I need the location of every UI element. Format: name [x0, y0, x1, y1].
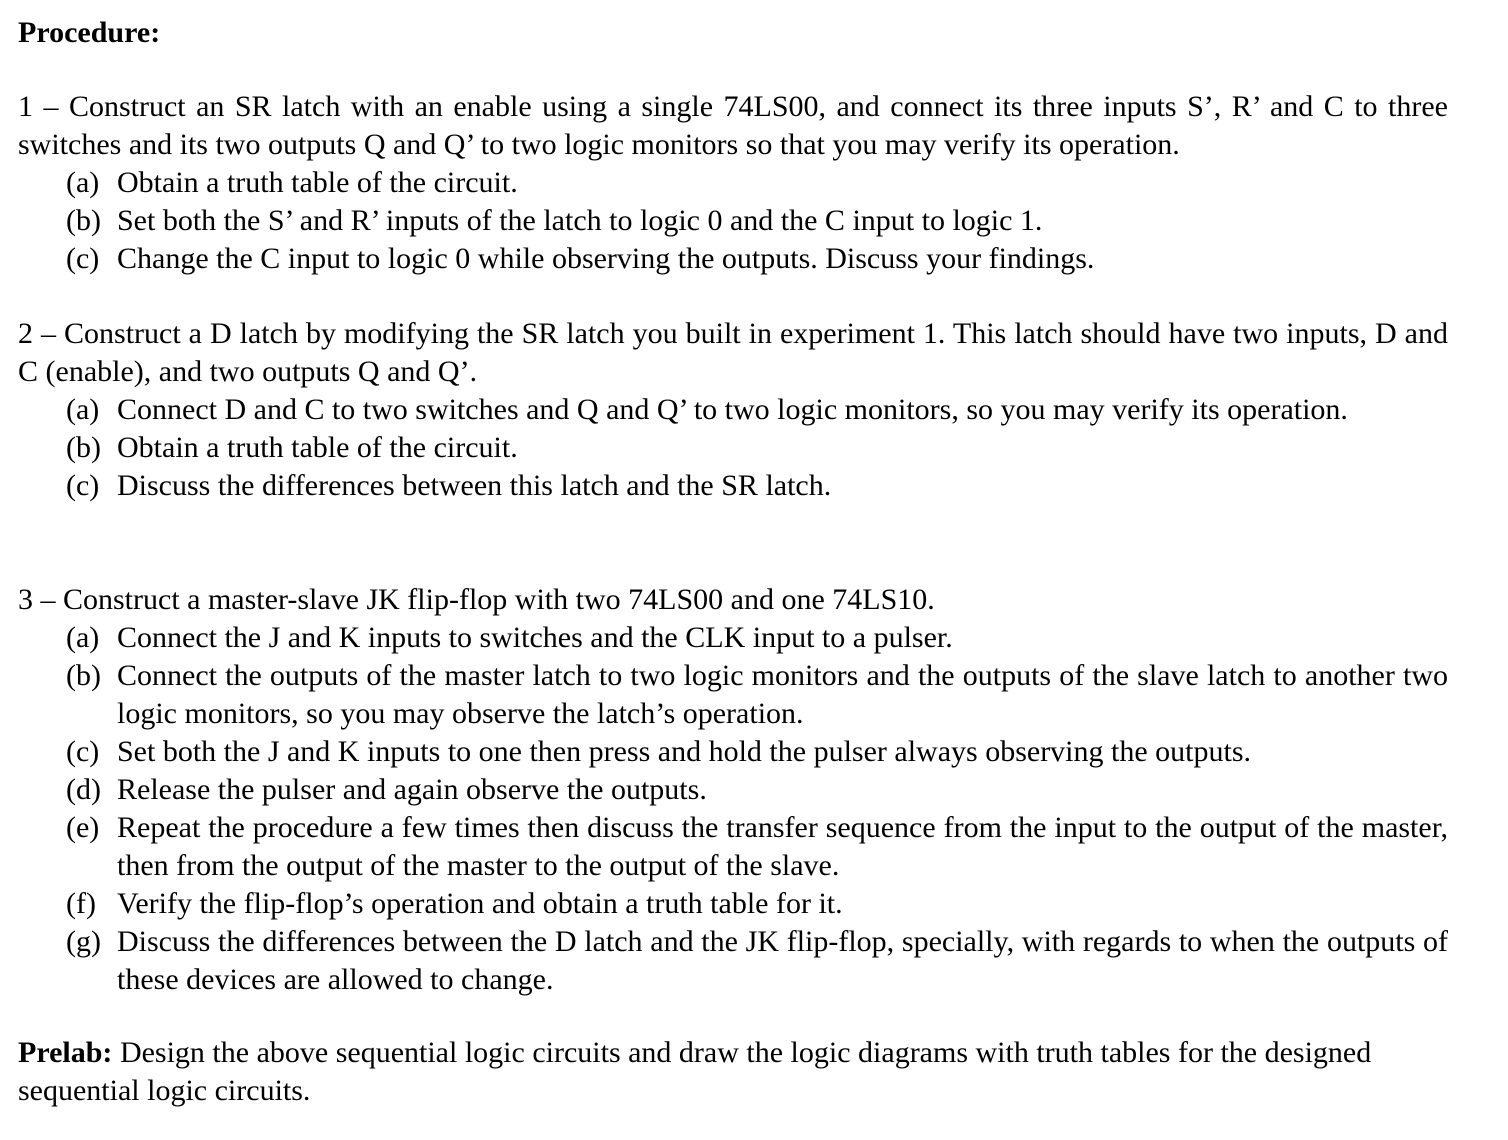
item-marker: (a)	[66, 621, 100, 654]
item-text: Discuss the differences between the D latch and the JK flip-flop, specially, with regards to when the outputs of these devices are allowed to change.	[117, 925, 1448, 996]
item-marker: (f)	[66, 887, 96, 920]
item-text: Obtain a truth table of the circuit.	[117, 431, 518, 464]
step-1-item-b	[66, 202, 1448, 240]
item-text: Connect D and C to two switches and Q and Q’ to two logic monitors, so you may verify its operation.	[117, 393, 1348, 426]
step-3-item-g	[66, 923, 1448, 999]
item-text: Obtain a truth table of the circuit.	[117, 166, 518, 199]
item-marker: (c)	[66, 735, 100, 768]
item-marker: (b)	[66, 431, 101, 464]
step-1-text: 1 – Construct an SR latch with an enable using a single 74LS00, and connect its three inputs S’, R’ and C to three switches and its two outputs Q and Q’ to two logic monitors so that you may verify its operation.	[18, 90, 1448, 161]
step-3-item-c	[66, 733, 1448, 771]
step-2-sublist	[66, 391, 1448, 505]
item-text: Connect the J and K inputs to switches and the CLK input to a pulser.	[117, 621, 953, 654]
item-marker: (g)	[66, 925, 101, 958]
prelab-text: Design the above sequential logic circuits and draw the logic diagrams with truth tables for the designed sequential logic circuits.	[18, 1036, 1372, 1107]
step-3-item-f	[66, 885, 1448, 923]
step-3-item-d	[66, 771, 1448, 809]
item-marker: (e)	[66, 811, 100, 844]
step-2-item-b	[66, 429, 1448, 467]
step-1-item-c	[66, 240, 1448, 278]
prelab-paragraph	[18, 1034, 1448, 1110]
item-marker: (c)	[66, 469, 100, 502]
step-3-item-a	[66, 619, 1448, 657]
item-text: Change the C input to logic 0 while observing the outputs. Discuss your findings.	[117, 242, 1095, 275]
item-text: Discuss the differences between this latch and the SR latch.	[117, 469, 832, 502]
step-1-item-a	[66, 164, 1448, 202]
step-2-text: 2 – Construct a D latch by modifying the SR latch you built in experiment 1. This latch should have two inputs, D and C (enable), and two outputs Q and Q’.	[18, 317, 1448, 388]
item-text: Connect the outputs of the master latch to two logic monitors and the outputs of the slave latch to another two logic monitors, so you may observe the latch’s operation.	[117, 659, 1448, 730]
step-3-item-b	[66, 657, 1448, 733]
step-3-text: 3 – Construct a master-slave JK flip-flop with two 74LS00 and one 74LS10.	[18, 583, 935, 616]
step-3-item-e	[66, 809, 1448, 885]
item-text: Repeat the procedure a few times then discuss the transfer sequence from the input to the output of the master, then from the output of the master to the output of the slave.	[117, 811, 1448, 882]
step-2-item-a	[66, 391, 1448, 429]
item-marker: (a)	[66, 393, 100, 426]
item-marker: (b)	[66, 204, 101, 237]
item-text: Verify the flip-flop’s operation and obtain a truth table for it.	[117, 887, 843, 920]
item-marker: (a)	[66, 166, 100, 199]
item-marker: (d)	[66, 773, 101, 806]
item-marker: (c)	[66, 242, 100, 275]
item-marker: (b)	[66, 659, 101, 692]
item-text: Release the pulser and again observe the outputs.	[117, 773, 707, 806]
step-3-sublist	[66, 619, 1448, 999]
step-1-sublist	[66, 164, 1448, 278]
item-text: Set both the J and K inputs to one then press and hold the pulser always observing the outputs.	[117, 735, 1252, 768]
procedure-heading: Procedure:	[18, 16, 161, 49]
step-2-item-c	[66, 467, 1448, 505]
prelab-label: Prelab:	[18, 1036, 113, 1069]
item-text: Set both the S’ and R’ inputs of the latch to logic 0 and the C input to logic 1.	[117, 204, 1043, 237]
